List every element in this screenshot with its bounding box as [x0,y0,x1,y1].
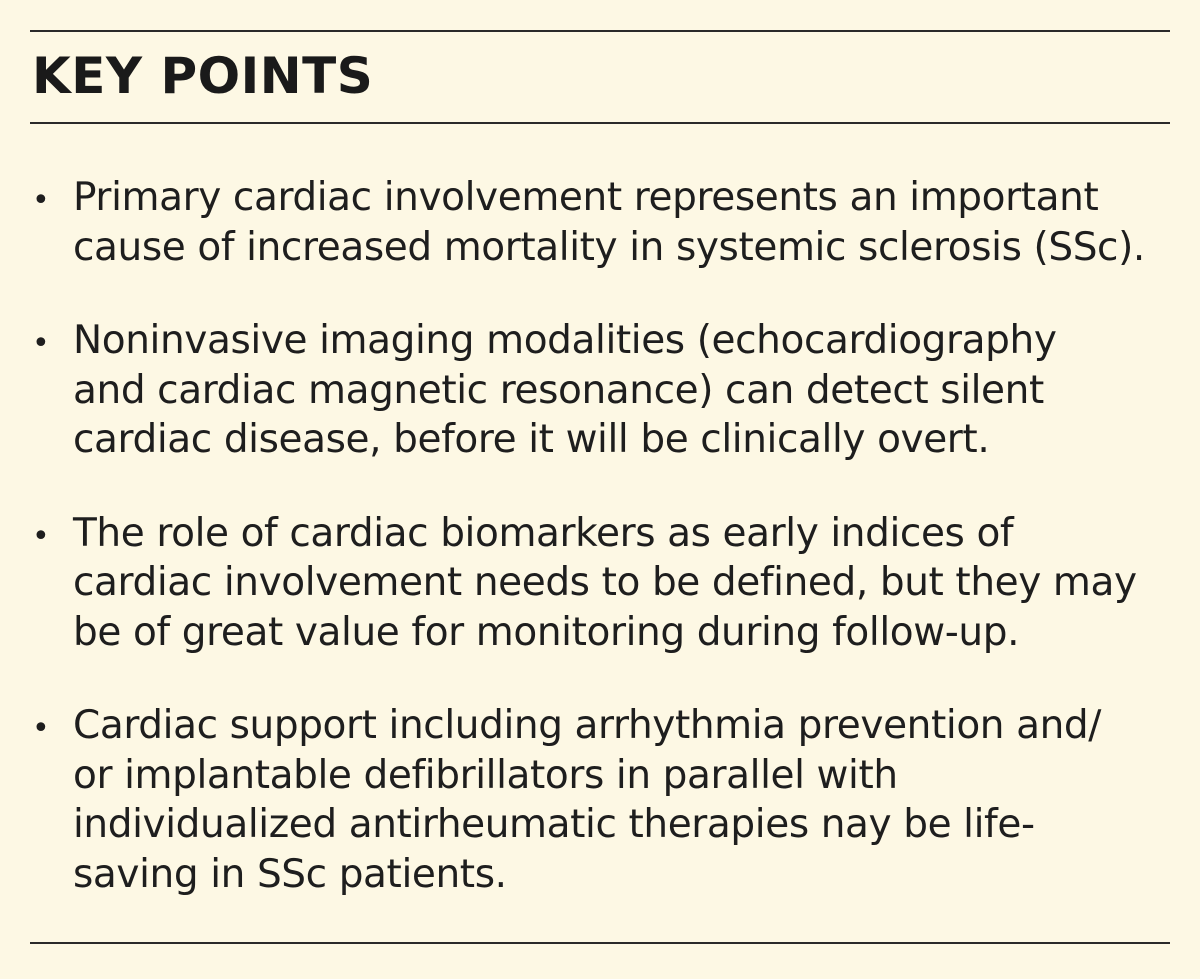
key-point-3 [30,509,1170,658]
key-point-text-line: Cardiac support including arrhythmia prevention and/ [73,703,1102,748]
top-rule [30,30,1170,32]
key-point-text-line: saving in SSc patients. [73,851,507,897]
key-point-text-line: cardiac disease, before it will be clinically overt. [73,417,990,462]
key-point-text-line: cardiac involvement needs to be defined, but they may [73,560,1137,605]
key-point-text-line: be of great value for monitoring during follow-up. [73,609,1020,655]
key-point-text-line: The role of cardiac biomarkers as early indices of [73,510,1014,556]
key-point-text-line: cause of increased mortality in systemic sclerosis (SSc). [73,224,1145,270]
key-point-text-line: individualized antirheumatic therapies nay be life- [73,802,1035,847]
key-point-text-line: Primary cardiac involvement represents an important [73,175,1099,220]
key-point-text-line: Noninvasive imaging modalities (echocardiography [73,318,1057,363]
bottom-rule [30,942,1170,944]
bullet-icon: • [32,711,50,746]
key-point-1 [30,173,1170,272]
bullet-icon: • [32,183,50,218]
key-point-text-line: or implantable defibrillators in parallel with [73,752,898,798]
key-point-4 [30,701,1170,899]
key-point-2 [30,316,1170,465]
key-points-list [30,173,1170,899]
title-rule [30,122,1170,124]
bullet-icon: • [32,326,50,361]
bullet-icon: • [32,518,50,554]
box-title: KEY POINTS [32,47,374,105]
key-point-text-line: and cardiac magnetic resonance) can detect silent [73,367,1044,413]
